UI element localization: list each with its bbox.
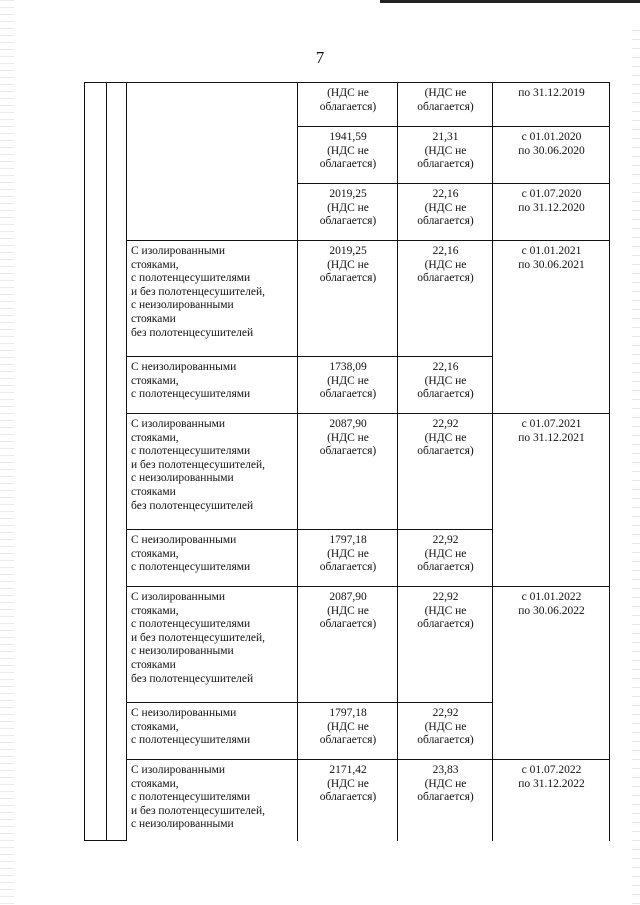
cell-line: с 01.07.2021 (521, 418, 582, 430)
cell-line: облагается) (319, 215, 377, 228)
cell-line: стояками, (131, 374, 179, 387)
cell-line: стояками (131, 312, 176, 325)
vat-cell (398, 703, 493, 760)
cell-line: с полотенцесушителями (131, 388, 251, 401)
cell-line: по 30.06.2020 (518, 144, 585, 157)
cell-line: 2019,25 (329, 188, 367, 200)
cell-line: стояками (131, 658, 176, 671)
cell-line: с полотенцесушителями (131, 791, 251, 804)
cell-line: с неизолированными (131, 472, 234, 485)
cell-line: 2087,90 (329, 418, 367, 430)
type-cell (127, 241, 298, 357)
cell-line: облагается) (319, 791, 377, 804)
cell-line: без полотенцесушителей (131, 672, 254, 685)
cell-line: стояками, (131, 777, 179, 790)
page-number: 7 (315, 48, 325, 67)
cell-line: (НДС не (424, 201, 467, 214)
cell-line: (НДС не (424, 547, 467, 560)
cell-line: по 31.12.2019 (518, 87, 585, 99)
table-row (85, 83, 610, 127)
cell-line: с 01.07.2020 (521, 188, 582, 200)
cell-line: облагается) (319, 388, 377, 401)
price-cell (298, 83, 398, 127)
price-cell (298, 530, 398, 587)
cell-line: (НДС не (424, 258, 467, 271)
cell-line: 1738,09 (329, 361, 367, 373)
period-cell (493, 83, 610, 127)
cell-line: С изолированными (131, 245, 226, 257)
cell-line: облагается) (417, 561, 474, 574)
cell-line: облагается) (319, 158, 377, 171)
cell-line: (НДС не (424, 374, 467, 387)
price-cell (298, 703, 398, 760)
table-row (85, 587, 610, 703)
cell-line: стояками, (131, 547, 179, 560)
cell-line: 22,92 (432, 534, 459, 546)
cell-line: стояками, (131, 258, 179, 271)
cell-line: (НДС не (424, 777, 467, 790)
vat-cell (398, 184, 493, 241)
cell-line: (НДС не (327, 720, 369, 733)
index-column-cell (85, 83, 107, 841)
cell-line: 22,16 (432, 245, 459, 257)
cell-line: облагается) (417, 158, 474, 171)
cell-line: облагается) (417, 618, 474, 631)
cell-line: (НДС не (327, 604, 369, 617)
cell-line: облагается) (417, 791, 474, 804)
cell-line: 2087,90 (329, 591, 367, 603)
cell-line: с полотенцесушителями (131, 272, 251, 285)
cell-line: С изолированными (131, 764, 226, 776)
type-cell (127, 83, 298, 241)
cell-line: С неизолированными (131, 361, 237, 373)
type-cell (127, 414, 298, 530)
cell-line: 2019,25 (329, 245, 367, 257)
cell-line: по 31.12.2021 (518, 431, 585, 444)
cell-line: С изолированными (131, 418, 226, 430)
tariff-table-container (84, 82, 610, 841)
cell-line: по 31.12.2022 (518, 777, 585, 790)
cell-line: облагается) (417, 272, 474, 285)
cell-line: с 01.01.2021 (521, 245, 582, 257)
cell-line: С неизолированными (131, 534, 237, 546)
cell-line: с 01.01.2020 (521, 131, 582, 143)
vat-cell (398, 127, 493, 184)
vat-cell (398, 530, 493, 587)
vat-cell (398, 357, 493, 414)
cell-line: облагается) (319, 272, 377, 285)
cell-line: по 30.06.2021 (518, 258, 585, 271)
cell-line: облагается) (417, 388, 474, 401)
cell-line: облагается) (319, 734, 377, 747)
price-cell (298, 241, 398, 357)
cell-line: 22,16 (432, 361, 459, 373)
cell-line: (НДС не (327, 777, 369, 790)
cell-line: облагается) (417, 215, 474, 228)
cell-line: 23,83 (432, 764, 459, 776)
cell-line: облагается) (319, 561, 377, 574)
tariff-table (84, 82, 610, 841)
cell-line: облагается) (319, 100, 377, 113)
cell-line: облагается) (417, 100, 474, 113)
cell-line: и без полотенцесушителей, (131, 631, 266, 644)
cell-line: с полотенцесушителями (131, 445, 251, 458)
cell-line: (НДС не (327, 431, 369, 444)
cell-line: с неизолированными (131, 818, 234, 831)
scan-edge-top (380, 0, 640, 3)
cell-line: С изолированными (131, 591, 226, 603)
period-cell (493, 127, 610, 184)
price-cell (298, 414, 398, 530)
cell-line: с 01.01.2022 (521, 591, 582, 603)
cell-line: (НДС не (327, 201, 369, 214)
cell-line: (НДС не (424, 604, 467, 617)
cell-line: 22,92 (432, 418, 459, 430)
price-cell (298, 587, 398, 703)
cell-line: 22,92 (432, 707, 459, 719)
cell-line: по 30.06.2022 (518, 604, 585, 617)
cell-line: (НДС не (327, 374, 369, 387)
type-cell (127, 530, 298, 587)
cell-line: с полотенцесушителями (131, 618, 251, 631)
cell-line: 22,92 (432, 591, 459, 603)
cell-line: (НДС не (327, 547, 369, 560)
cell-line: стояками (131, 485, 176, 498)
price-cell (298, 760, 398, 841)
cell-line: с полотенцесушителями (131, 561, 251, 574)
scan-edge-right (632, 30, 640, 905)
cell-line: (НДС не (424, 431, 467, 444)
cell-line: с полотенцесушителями (131, 734, 251, 747)
cell-line: без полотенцесушителей (131, 499, 254, 512)
cell-line: 21,31 (432, 131, 459, 143)
cell-line: облагается) (417, 734, 474, 747)
vat-cell (398, 241, 493, 357)
price-cell (298, 357, 398, 414)
cell-line: с неизолированными (131, 299, 234, 312)
cell-line: с 01.07.2022 (521, 764, 582, 776)
type-cell (127, 703, 298, 760)
price-cell (298, 184, 398, 241)
cell-line: стояками, (131, 431, 179, 444)
period-cell (493, 184, 610, 241)
cell-line: 1797,18 (329, 707, 367, 719)
cell-line: без полотенцесушителей (131, 326, 254, 339)
cell-line: облагается) (319, 445, 377, 458)
cell-line: и без полотенцесушителей, (131, 804, 266, 817)
cell-line: (НДС не (424, 144, 467, 157)
period-cell (493, 241, 610, 414)
vat-cell (398, 760, 493, 841)
cell-line: 1941,59 (329, 131, 367, 143)
cell-line: (НДС не (424, 720, 467, 733)
cell-line: по 31.12.2020 (518, 201, 585, 214)
table-row (85, 241, 610, 357)
cell-line: 22,16 (432, 188, 459, 200)
cell-line: (НДС не (424, 87, 467, 99)
scan-edge-left (0, 0, 14, 905)
group-column-cell (107, 83, 127, 841)
vat-cell (398, 587, 493, 703)
cell-line: и без полотенцесушителей, (131, 458, 266, 471)
cell-line: 1797,18 (329, 534, 367, 546)
table-row (85, 414, 610, 530)
type-cell (127, 587, 298, 703)
cell-line: (НДС не (327, 144, 369, 157)
price-cell (298, 127, 398, 184)
cell-line: стояками, (131, 604, 179, 617)
period-cell (493, 587, 610, 760)
cell-line: и без полотенцесушителей, (131, 285, 266, 298)
cell-line: С неизолированными (131, 707, 237, 719)
cell-line: (НДС не (327, 258, 369, 271)
vat-cell (398, 414, 493, 530)
cell-line: облагается) (319, 618, 377, 631)
cell-line: с неизолированными (131, 645, 234, 658)
period-cell (493, 414, 610, 587)
type-cell (127, 357, 298, 414)
type-cell (127, 760, 298, 841)
cell-line: 2171,42 (329, 764, 367, 776)
cell-line: стояками, (131, 720, 179, 733)
cell-line: (НДС не (327, 87, 369, 99)
cell-line: облагается) (417, 445, 474, 458)
vat-cell (398, 83, 493, 127)
period-cell (493, 760, 610, 841)
table-row (85, 760, 610, 841)
